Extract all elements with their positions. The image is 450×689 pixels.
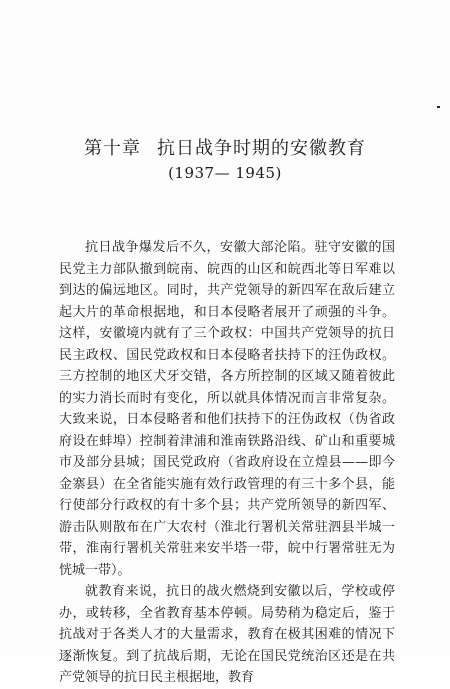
chapter-heading — [0, 134, 450, 160]
page-corner-mark — [437, 106, 440, 108]
chapter-years: (1937— 1945) — [168, 164, 282, 182]
paragraph-2: 就教育来说，抗日的战火燃烧到安徽以后，学校或停办，或转移，全省教育基本停顿。局势稍为稳定后，鉴于抗战对于各类人才的大量需求，教育在极其困难的情况下逐渐恢复。到了抗战后期，无论在国民党统治区还是在共产党领导的抗日民主根据地，教育 — [59, 584, 395, 685]
paragraph-1: 抗日战争爆发后不久，安徽大部沦陷。驻守安徽的国民党主力部队撤到皖南、皖西的山区和皖西北等日军难以到达的偏远地区。同时，共产党领导的新四军在敌后建立起大片的革命根据地，和日本侵略者展开了顽强的斗争。这样，安徽境内就有了三个政权：中国共产党领导的抗日民主政权、国民党政权和日本侵略者扶持下的汪伪政权。三方控制的地区犬牙交错，各方所控制的区域又随着彼此的实力消长而时有变化，所以就具体情况而言非常复杂。大致来说，日本侵略者和他们扶持下的汪伪政权（伪省政府设在蚌埠）控制着津浦和淮南铁路沿线、矿山和重要城市及部分县城；国民党政府（省政府设在立煌县——即今金寨县）在全省能实施有效行政管理的有三十多个县，能行使部分行政权的有十多个县；共产党所领导的新四军、游击队则散布在广大农村（淮北行署机关常驻泗县半城一带，淮南行署机关常驻来安半塔一带，皖中行署常驻无为恍城一带）。 — [59, 240, 395, 578]
chapter-title: 抗日战争时期的安徽教育 — [157, 138, 366, 159]
chapter-body — [59, 237, 395, 689]
chapter-number: 第十章 — [84, 138, 141, 159]
